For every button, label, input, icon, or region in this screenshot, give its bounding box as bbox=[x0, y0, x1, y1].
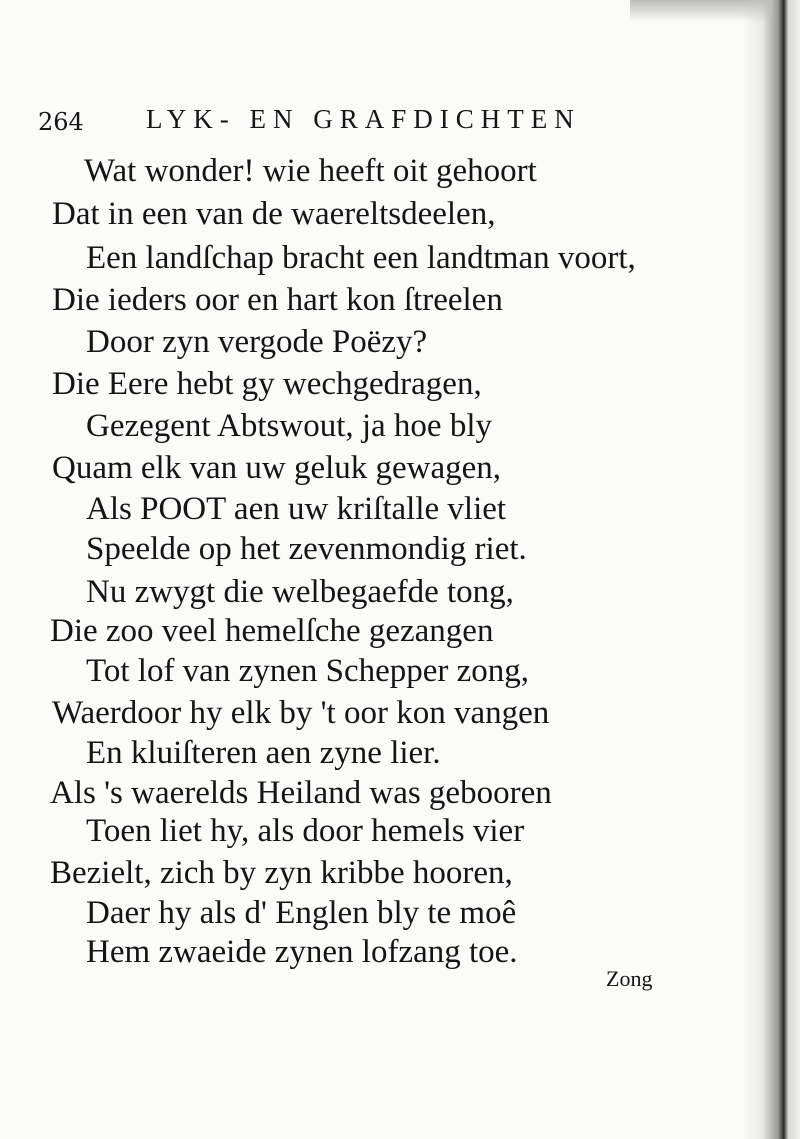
verse-line: Waerdoor hy elk by 't oor kon vangen bbox=[52, 695, 550, 731]
verse-line: Nu zwygt die welbegaefde tong, bbox=[86, 574, 514, 610]
verse-line: Een landſchap bracht een landtman voort, bbox=[86, 240, 636, 276]
running-head bbox=[38, 104, 638, 138]
verse-line: Hem zwaeide zynen lofzang toe. bbox=[86, 934, 518, 970]
verse-line: Die ieders oor en hart kon ſtreelen bbox=[52, 282, 503, 318]
verse-line: Toen liet hy, als door hemels vier bbox=[86, 813, 525, 849]
page-number: 264 bbox=[38, 108, 84, 136]
verse-line: Als POOT aen uw kriſtalle vliet bbox=[86, 491, 507, 527]
verse-line: Tot lof van zynen Schepper zong, bbox=[86, 653, 530, 689]
verse-line: Die Eere hebt gy wechgedragen, bbox=[52, 366, 482, 402]
catchword: Zong bbox=[606, 966, 653, 991]
verse-line: Daer hy als d' Englen bly te moê bbox=[86, 895, 517, 931]
verse-line: Door zyn vergode Poëzy? bbox=[86, 324, 428, 360]
page-corner-shadow bbox=[630, 0, 770, 22]
page-edge-shadow bbox=[742, 0, 800, 1139]
verse-line: Dat in een van de waereltsdeelen, bbox=[52, 196, 496, 232]
verse-line: Die zoo veel hemelſche gezangen bbox=[50, 613, 494, 649]
verse-line: Bezielt, zich by zyn kribbe hooren, bbox=[50, 855, 513, 891]
verse-line: Speelde op het zevenmondig riet. bbox=[86, 531, 527, 567]
verse-line: Wat wonder! wie heeft oit gehoort bbox=[84, 153, 537, 189]
verse-line: Quam elk van uw geluk gewagen, bbox=[52, 450, 502, 486]
verse-line: Als 's waerelds Heiland was gebooren bbox=[50, 775, 552, 811]
running-head-title: LYK- EN GRAFDICHTEN bbox=[146, 104, 581, 134]
verse-line: En kluiſteren aen zyne lier. bbox=[86, 735, 441, 771]
verse-line: Gezegent Abtswout, ja hoe bly bbox=[86, 408, 492, 444]
